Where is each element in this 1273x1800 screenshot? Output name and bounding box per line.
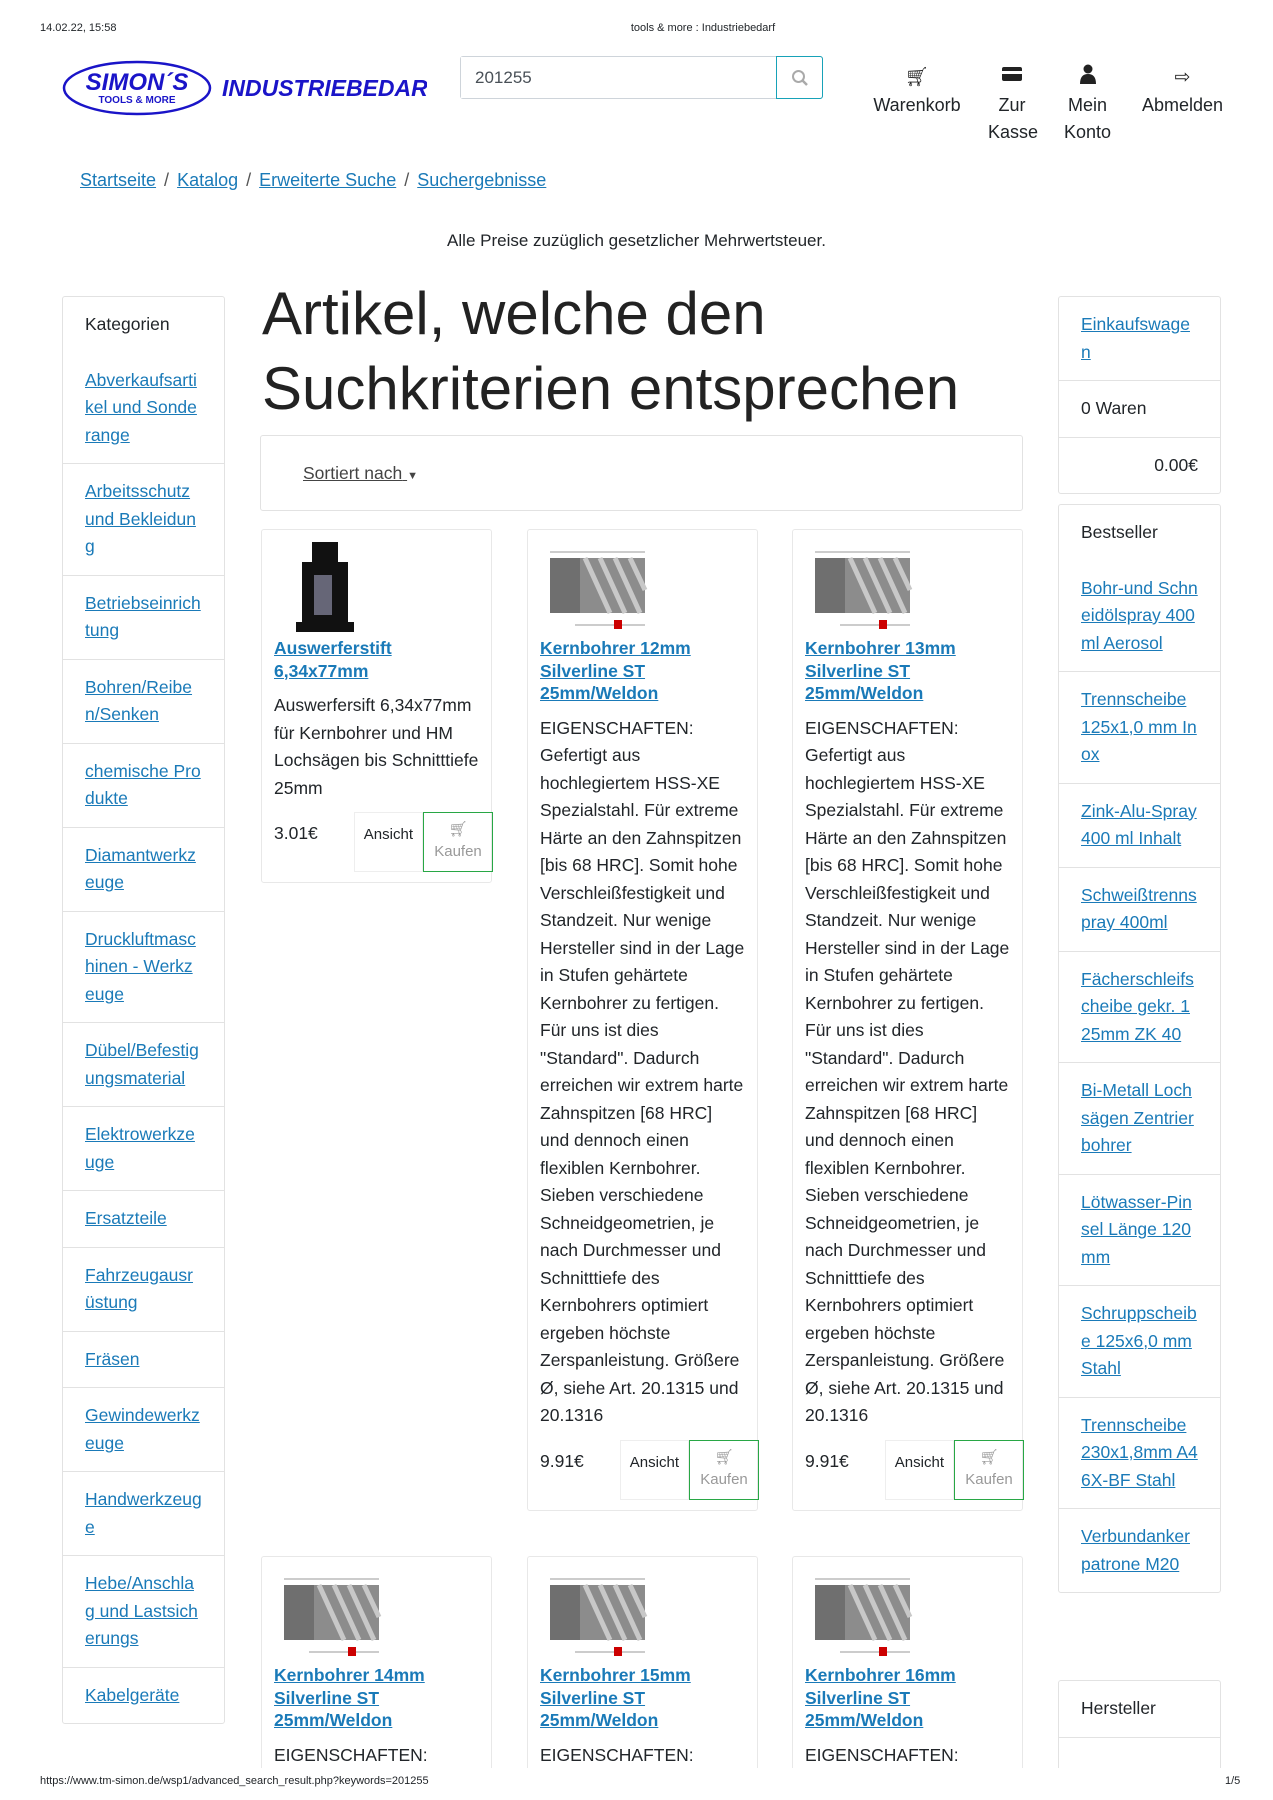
category-item (63, 1331, 224, 1388)
category-link[interactable]: Druckluftmaschinen - Werkzeuge (85, 928, 196, 1004)
nav-checkout-label: Zur Kasse (988, 95, 1039, 142)
product-card (261, 1556, 492, 1768)
product-title-link[interactable]: Kernbohrer 16mm Silverline ST 25mm/Weldon (805, 1665, 956, 1730)
category-link[interactable]: Gewindewerkzeuge (85, 1405, 200, 1453)
bestseller-item (1059, 1174, 1220, 1286)
product-title-link[interactable]: Kernbohrer 13mm Silverline ST 25mm/Weldon (805, 638, 956, 703)
category-item (63, 463, 224, 575)
category-link[interactable]: Fräsen (85, 1348, 140, 1369)
svg-text:SIMON´S: SIMON´S (85, 69, 189, 96)
bestseller-item (1059, 867, 1220, 951)
sort-bar (260, 435, 1023, 511)
bestseller-link[interactable]: Zink-Alu-Spray 400 ml Inhalt (1081, 800, 1197, 848)
product-card (527, 1556, 758, 1768)
buy-label: Kaufen (434, 843, 482, 860)
logo[interactable] (62, 58, 427, 118)
sort-dropdown[interactable] (303, 463, 418, 484)
product-description: EIGENSCHAFTEN: (274, 1744, 428, 1765)
category-link[interactable]: Abverkaufsartikel und Sonderange (85, 369, 197, 445)
breadcrumb-home[interactable]: Startseite (80, 170, 157, 190)
product-card (261, 529, 492, 883)
category-link[interactable]: Bohren/Reiben/Senken (85, 676, 193, 724)
nav-account[interactable] (1060, 64, 1115, 146)
cart-icon: 🛒︎ (448, 821, 468, 838)
product-card (792, 529, 1023, 1511)
search-bar (460, 56, 823, 99)
category-item (63, 1555, 224, 1667)
category-item (63, 743, 224, 827)
product-image[interactable] (805, 1567, 925, 1662)
search-input[interactable] (461, 57, 777, 98)
category-item (63, 1022, 224, 1106)
user-icon (1060, 64, 1115, 92)
bestseller-item (1059, 1508, 1220, 1592)
product-title-link[interactable]: Kernbohrer 15mm Silverline ST 25mm/Weldon (540, 1665, 691, 1730)
nav-account-label: Mein Konto (1063, 95, 1112, 142)
category-item (63, 1106, 224, 1190)
product-price: 9.91€ (805, 1450, 849, 1471)
bestseller-link[interactable]: Bohr-und Schneidölspray 400 ml Aerosol (1081, 577, 1198, 653)
breadcrumb-advanced-search[interactable]: Erweiterte Suche (259, 170, 397, 190)
buy-label: Kaufen (965, 1470, 1013, 1488)
category-item (63, 353, 224, 464)
breadcrumb-catalog[interactable]: Katalog (177, 170, 239, 190)
product-card (792, 1556, 1023, 1768)
bestseller-item (1059, 951, 1220, 1063)
bestseller-link[interactable]: Lötwasser-Pinsel Länge 120 mm (1081, 1191, 1192, 1267)
product-description: EIGENSCHAFTEN: Gefertigt aus hochlegiertem HSS-XE Spezialstahl. Für extreme Härte an den Zahnspitzen [bis 68 HRC]. Somit hohe Verschleißfestigkeit und Standzeit. Nur wenige Hersteller sind in der Lage in Stufen gehärtete Kernbohrer zu fertigen. Für uns ist dies "Standard". Dadurch erreichen wir extrem harte Zahnspitzen [68 HRC] und dennoch einen flexiblen Kernbohrer. Sieben verschiedene Schneidgeometrien, je nach Durchmesser und Schnitttiefe des Kernbohrers optimiert ergeben höchste Zerspanleistung. Größere Ø, siehe Art. 20.1315 und 20.1316 (540, 717, 745, 1425)
product-image[interactable] (805, 540, 925, 635)
product-description: Auswerfersift 6,34x77mm für Kernbohrer und HM Lochsägen bis Schnitttiefe 25mm (274, 695, 479, 798)
categories-panel (62, 296, 225, 1724)
cart-panel (1058, 296, 1221, 494)
cart-icon: 🛒︎ (714, 1448, 734, 1466)
search-button[interactable] (776, 56, 823, 99)
vat-notice: Alle Preise zuzüglich gesetzlicher Mehrwertsteuer. (447, 231, 826, 250)
cart-total: 0.00€ (1059, 437, 1220, 494)
credit-card-icon (988, 64, 1036, 92)
nav-cart[interactable] (868, 64, 966, 119)
breadcrumb-results[interactable]: Suchergebnisse (417, 170, 547, 190)
caret-down-icon: ▼ (407, 470, 418, 482)
product-card (527, 529, 758, 1511)
category-link[interactable]: Kabelgeräte (85, 1684, 180, 1705)
breadcrumb: Startseite / Katalog / Erweiterte Suche / Suchergebnisse (80, 170, 547, 190)
category-item (63, 1471, 224, 1555)
bestseller-link[interactable]: Trennscheibe 125x1,0 mm Inox (1081, 689, 1197, 764)
buy-button[interactable] (689, 1440, 759, 1500)
category-link[interactable]: Ersatzteile (85, 1208, 167, 1228)
product-image[interactable] (540, 540, 660, 635)
view-button[interactable]: Ansicht (885, 1440, 954, 1500)
bestseller-item (1059, 671, 1220, 783)
view-button[interactable]: Ansicht (354, 812, 423, 872)
bestseller-link[interactable]: Trennscheibe 230x1,8mm A46X-BF Stahl (1081, 1414, 1198, 1490)
category-link[interactable]: Dübel/Befestigungsmaterial (85, 1040, 199, 1088)
category-item (63, 1387, 224, 1471)
buy-label: Kaufen (700, 1470, 748, 1488)
nav-logout[interactable] (1135, 64, 1230, 119)
bestseller-link[interactable]: Schruppscheibe 125x6,0 mm Stahl (1081, 1303, 1197, 1378)
bestseller-link[interactable]: Fächerschleifscheibe gekr. 125mm ZK 40 (1081, 968, 1194, 1044)
buy-button[interactable] (423, 812, 493, 872)
cart-icon: 🛒︎ (904, 67, 930, 88)
manufacturer-heading: Hersteller (1059, 1681, 1220, 1738)
bestseller-link[interactable]: Verbundankerpatrone M20 (1081, 1526, 1190, 1574)
bestseller-link[interactable]: Bi-Metall Lochsägen Zentrierbohrer (1081, 1080, 1194, 1155)
print-datetime: 14.02.22, 15:58 (40, 22, 117, 34)
sign-out-icon: ⇨ (1174, 67, 1191, 88)
bestseller-item (1059, 1285, 1220, 1397)
category-link[interactable]: Elektrowerkzeuge (85, 1124, 195, 1172)
category-item (63, 827, 224, 911)
svg-text:INDUSTRIEBEDARF: INDUSTRIEBEDARF (222, 75, 427, 101)
product-image[interactable] (540, 1567, 660, 1662)
category-item (63, 1190, 224, 1247)
category-link[interactable]: chemische Produkte (85, 760, 201, 808)
bestseller-item (1059, 783, 1220, 867)
category-link[interactable]: Diamantwerkzeuge (85, 844, 196, 892)
print-title: tools & more : Industriebedarf (630, 22, 776, 34)
manufacturer-panel (1058, 1680, 1221, 1768)
search-icon (791, 69, 809, 87)
category-item (63, 1247, 224, 1331)
bestseller-item (1059, 561, 1220, 672)
category-link[interactable]: Hebe/Anschlag und Lastsicherungs (85, 1573, 198, 1648)
page-title: Artikel, welche den Suchkriterien entsprechen (262, 280, 960, 422)
sort-label: Sortiert nach (303, 463, 403, 483)
bestseller-heading: Bestseller (1081, 522, 1158, 542)
category-link[interactable]: Arbeitsschutz und Bekleidung (85, 481, 196, 556)
cart-heading-link[interactable]: Einkaufswagen (1081, 314, 1190, 362)
category-item (63, 1667, 224, 1724)
bestseller-item (1059, 1062, 1220, 1174)
product-description: EIGENSCHAFTEN: (805, 1744, 959, 1765)
product-price: 3.01€ (274, 823, 318, 843)
nav-checkout[interactable] (988, 64, 1039, 146)
product-title-link[interactable]: Kernbohrer 14mm Silverline ST 25mm/Weldon (274, 1665, 425, 1730)
category-item (63, 575, 224, 659)
view-button[interactable]: Ansicht (620, 1440, 689, 1500)
svg-text:TOOLS & MORE: TOOLS & MORE (98, 95, 176, 106)
category-link[interactable]: Fahrzeugausrüstung (85, 1264, 193, 1312)
product-description: EIGENSCHAFTEN: (540, 1744, 694, 1765)
category-item (63, 911, 224, 1023)
bestseller-item (1059, 1397, 1220, 1509)
print-url: https://www.tm-simon.de/wsp1/advanced_search_result.php?keywords=201255 (40, 1775, 429, 1787)
print-page-number: 1/5 (1225, 1775, 1241, 1787)
product-description: EIGENSCHAFTEN: Gefertigt aus hochlegiertem HSS-XE Spezialstahl. Für extreme Härte an den Zahnspitzen [bis 68 HRC]. Somit hohe Verschleißfestigkeit und Standzeit. Nur wenige Hersteller sind in der Lage in Stufen gehärtete Kernbohrer zu fertigen. Für uns ist dies "Standard". Dadurch erreichen wir extrem harte Zahnspitzen [68 HRC] und dennoch einen flexiblen Kernbohrer. Sieben verschiedene Schneidgeometrien, je nach Durchmesser und Schnitttiefe des Kernbohrers optimiert ergeben höchste Zerspanleistung. Größere Ø, siehe Art. 20.1315 und 20.1316 (805, 717, 1010, 1425)
category-item (63, 659, 224, 743)
buy-button[interactable] (954, 1440, 1024, 1500)
bestseller-link[interactable]: Schweißtrennspray 400ml (1081, 884, 1197, 932)
categories-heading: Kategorien (85, 314, 170, 334)
product-title-link[interactable]: Auswerferstift 6,34x77mm (274, 638, 392, 681)
product-title-link[interactable]: Kernbohrer 12mm Silverline ST 25mm/Weldon (540, 638, 691, 703)
product-image[interactable] (274, 1567, 394, 1662)
cart-icon: 🛒︎ (979, 1448, 999, 1466)
bestseller-panel (1058, 504, 1221, 1593)
category-link[interactable]: Betriebseinrichtung (85, 592, 201, 640)
product-price: 9.91€ (540, 1450, 584, 1471)
product-image[interactable] (274, 540, 394, 635)
nav-cart-label: Warenkorb (873, 95, 961, 115)
cart-count: 0 Waren (1059, 380, 1220, 437)
nav-logout-label: Abmelden (1141, 95, 1224, 115)
category-link[interactable]: Handwerkzeuge (85, 1489, 202, 1537)
